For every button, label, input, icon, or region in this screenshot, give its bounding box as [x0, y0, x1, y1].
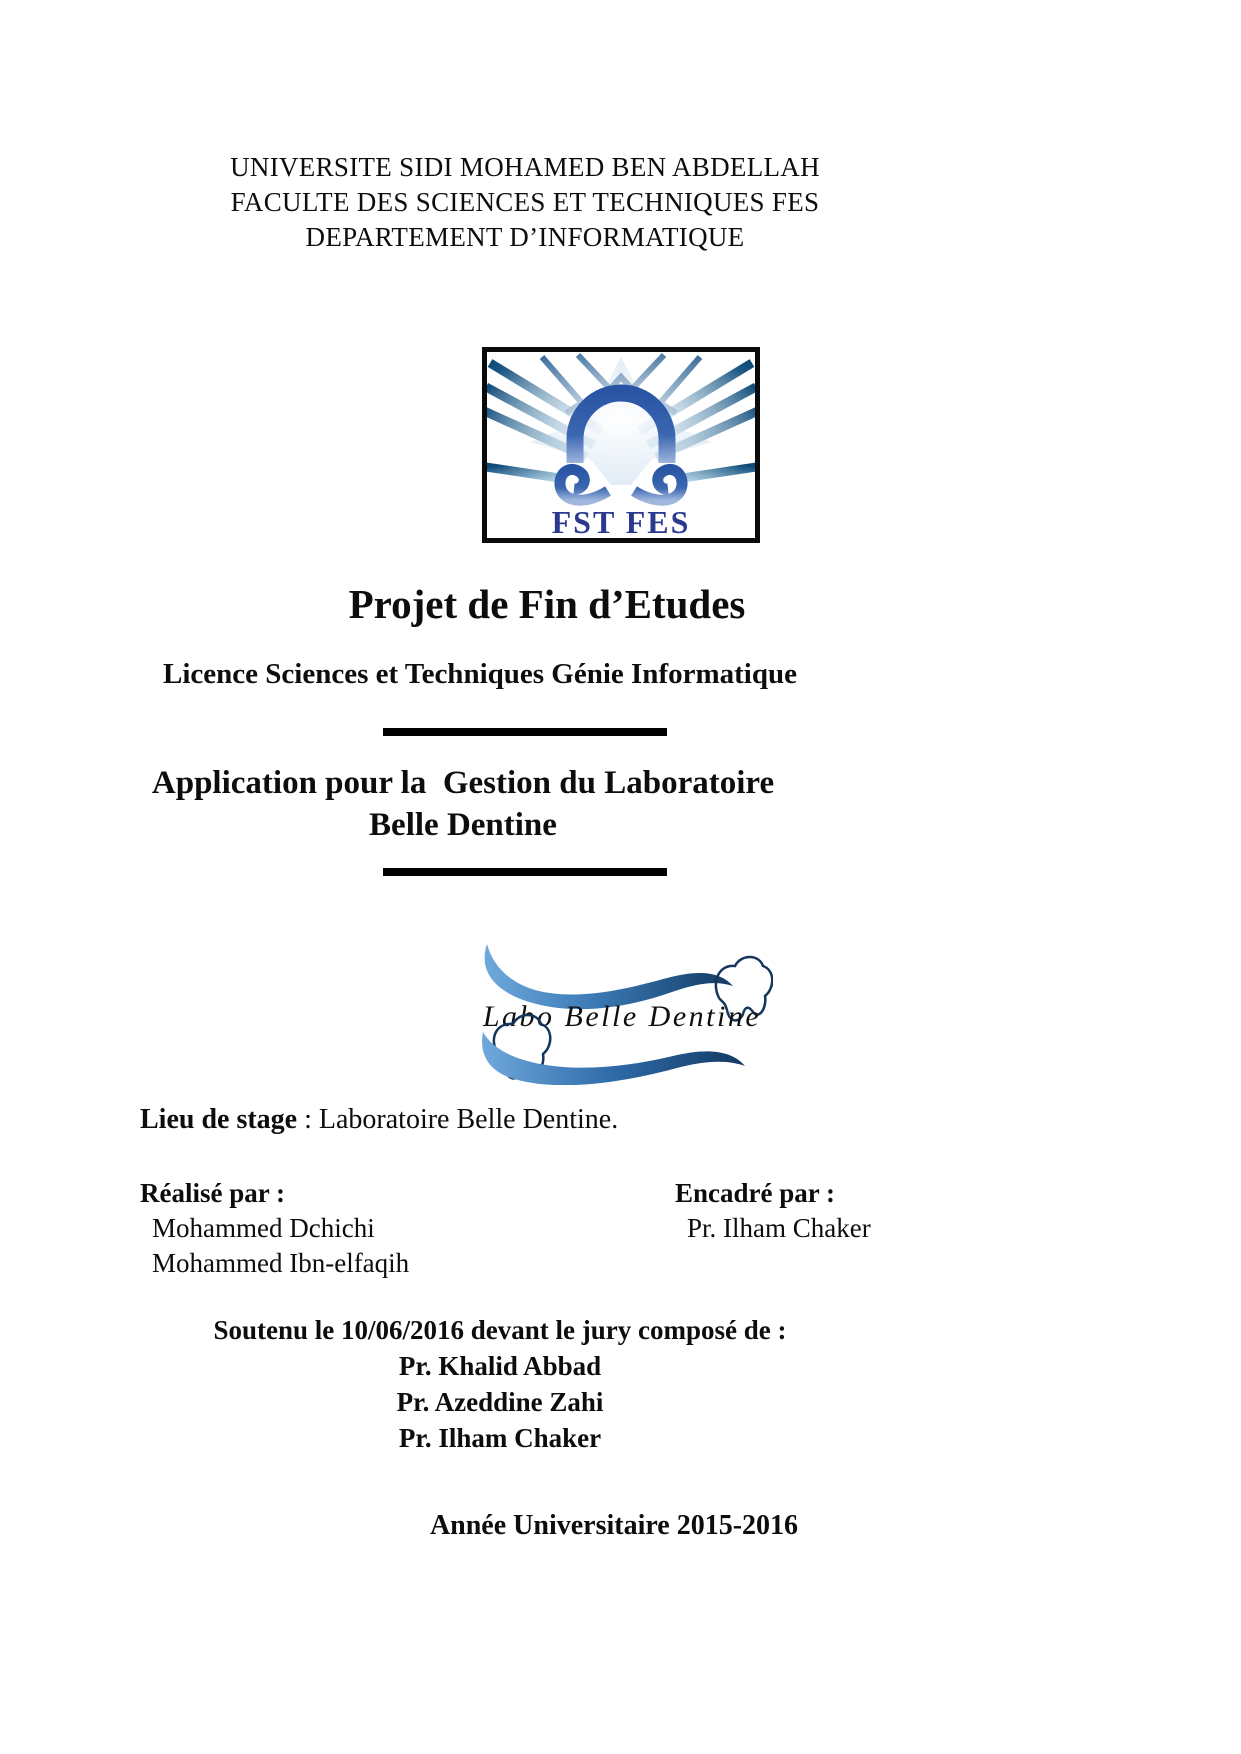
report-title: Projet de Fin d’Etudes [348, 581, 746, 627]
jury-member: Pr. Azeddine Zahi [396, 1387, 604, 1417]
labo-belle-dentine-logo [467, 940, 773, 1085]
labo-logo-script-text: Labo Belle Dentine [482, 1000, 762, 1033]
supervisor-name: Pr. Ilham Chaker [687, 1213, 871, 1243]
jury-section [75, 1312, 925, 1456]
jury-member: Pr. Ilham Chaker [398, 1423, 602, 1453]
university-header [100, 150, 950, 255]
degree-subtitle: Licence Sciences et Techniques Génie Informatique [163, 658, 797, 690]
academic-year: Année Universitaire 2015-2016 [429, 1510, 799, 1541]
divider-bar-bottom [383, 868, 667, 876]
swoosh-bottom [482, 1032, 745, 1085]
fst-fes-logo-graphic [482, 347, 760, 543]
divider-bar-top [383, 728, 667, 736]
fst-fes-logo [482, 347, 760, 543]
author-name: Mohammed Ibn-elfaqih [152, 1248, 410, 1278]
project-title-line2: Belle Dentine [369, 807, 557, 843]
department-name: DEPARTEMENT D’INFORMATIQUE [305, 222, 745, 252]
labo-logo-graphic [467, 940, 773, 1085]
author-name: Mohammed Dchichi [152, 1213, 375, 1243]
university-name: UNIVERSITE SIDI MOHAMED BEN ABDELLAH [230, 152, 820, 182]
supervisor-label: Encadré par : [675, 1178, 835, 1208]
authors-column [140, 1176, 540, 1281]
jury-intro: Soutenu le 10/06/2016 devant le jury composé de : [213, 1315, 787, 1345]
supervisor-column [675, 1176, 1075, 1246]
project-title [63, 762, 863, 846]
internship-label: Lieu de stage [140, 1104, 298, 1135]
faculty-name: FACULTE DES SCIENCES ET TECHNIQUES FES [230, 187, 820, 217]
fst-logo-caption: FST FES [551, 504, 691, 540]
internship-value: : Laboratoire Belle Dentine. [297, 1104, 619, 1135]
authors-label: Réalisé par : [140, 1178, 285, 1208]
fst-emblem [560, 393, 682, 500]
internship-line [140, 1104, 1040, 1136]
project-title-line1: Application pour la Gestion du Laboratoire [151, 765, 775, 801]
jury-member: Pr. Khalid Abbad [398, 1351, 602, 1381]
